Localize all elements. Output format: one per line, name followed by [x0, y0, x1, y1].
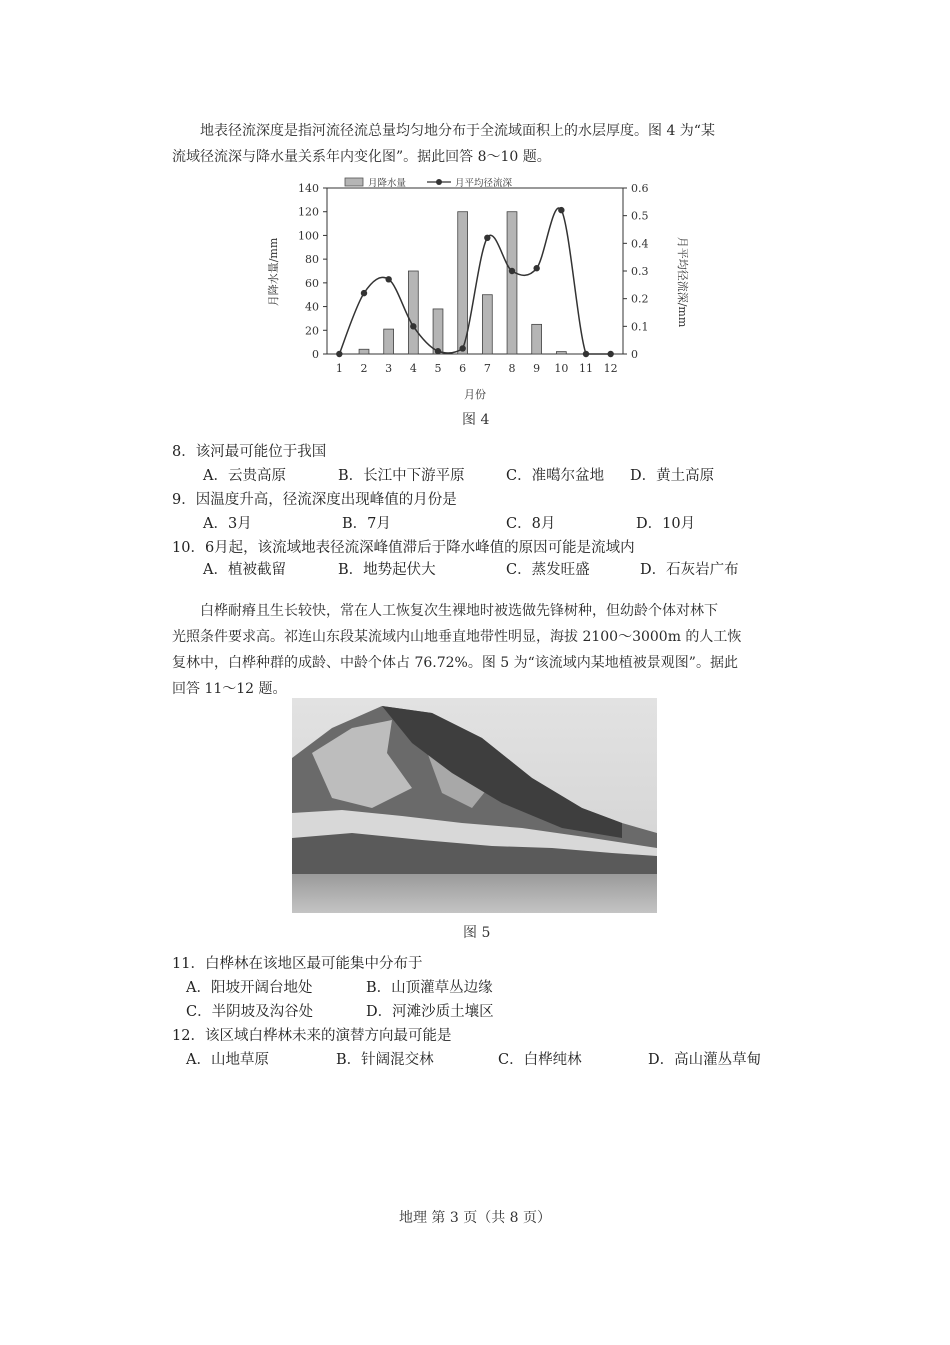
runoff-point	[336, 351, 342, 357]
figure-5-caption: 图 5	[463, 925, 491, 941]
runoff-point	[583, 351, 589, 357]
q11-option-d[interactable]: D．河滩沙质土壤区	[366, 1004, 494, 1020]
legend-label-bar: 月降水量	[368, 178, 407, 189]
question-8-stem: 8．该河最可能位于我国	[172, 444, 327, 460]
y-left-tick-label: 60	[305, 276, 319, 290]
figure-4-caption: 图 4	[462, 412, 490, 428]
y-left-tick-label: 140	[298, 182, 319, 195]
river	[292, 874, 657, 913]
question-9-stem: 9．因温度升高，径流深度出现峰值的月份是	[172, 492, 457, 508]
intro-1-line-2: 流域径流深与降水量关系年内变化图”。据此回答 8～10 题。	[172, 149, 551, 165]
q12-option-c[interactable]: C．白桦纯林	[498, 1052, 582, 1068]
q11-option-c[interactable]: C．半阴坡及沟谷处	[186, 1004, 314, 1020]
runoff-point	[385, 276, 391, 282]
q8-option-c[interactable]: C．准噶尔盆地	[506, 468, 605, 484]
chart-legend	[345, 177, 513, 189]
q8-option-a[interactable]: A．云贵高原	[203, 468, 286, 484]
runoff-point	[459, 345, 465, 351]
y-axis-right-title: 月平均径流深/mm	[676, 236, 689, 328]
x-tick-label: 2	[360, 362, 368, 375]
intro-2-line-2: 光照条件要求高。祁连山东段某流域内山地垂直地带性明显，海拔 2100～3000m 的人工恢	[172, 629, 742, 645]
y-right-tick-label: 0.4	[631, 237, 649, 251]
x-tick-label: 1	[335, 362, 343, 375]
runoff-point	[558, 207, 564, 213]
figure-5-landscape-photo	[292, 698, 657, 913]
x-tick-label: 10	[554, 362, 569, 375]
x-axis-title: 月份	[464, 388, 486, 401]
y-left-tick-label: 120	[298, 205, 319, 219]
q9-option-b[interactable]: B．7月	[342, 516, 391, 532]
chart-svg	[255, 172, 695, 412]
q12-option-d[interactable]: D．高山灌丛草甸	[648, 1052, 762, 1068]
y-left-tick-label: 80	[305, 253, 319, 267]
precipitation-bar	[408, 271, 418, 354]
q10-option-a[interactable]: A．植被截留	[203, 562, 286, 578]
q9-option-a[interactable]: A．3月	[203, 516, 252, 532]
q8-option-b[interactable]: B．长江中下游平原	[338, 468, 465, 484]
x-tick-label: 9	[533, 362, 541, 375]
y-left-tick-label: 100	[298, 229, 319, 243]
runoff-point	[509, 268, 515, 274]
plot-frame	[327, 188, 623, 354]
q11-option-b[interactable]: B．山顶灌草丛边缘	[366, 980, 493, 996]
x-tick-label: 3	[385, 362, 393, 375]
figure-4-chart	[255, 172, 695, 412]
runoff-point	[435, 348, 441, 354]
q10-option-d[interactable]: D．石灰岩广布	[640, 562, 739, 578]
q11-option-a[interactable]: A．阳坡开阔台地处	[186, 980, 313, 996]
landscape-illustration	[292, 698, 657, 913]
intro-paragraph-2	[172, 598, 784, 702]
precipitation-bar	[507, 212, 517, 354]
intro-2-line-1: 白桦耐瘠且生长较快，常在人工恢复次生裸地时被选做先锋树种，但幼龄个体对林下	[200, 603, 718, 619]
precipitation-bar	[458, 212, 468, 354]
q8-option-d[interactable]: D．黄土高原	[630, 468, 715, 484]
intro-paragraph-1	[172, 118, 784, 170]
precipitation-bar	[433, 309, 443, 354]
x-tick-label: 12	[603, 362, 618, 375]
q10-option-c[interactable]: C．蒸发旺盛	[506, 562, 590, 578]
legend-label-line: 月平均径流深	[455, 178, 513, 189]
runoff-point	[533, 265, 539, 271]
runoff-point	[607, 351, 613, 357]
runoff-point	[484, 235, 490, 241]
y-left-tick-label: 20	[305, 324, 319, 338]
question-10-stem: 10．6月起，该流域地表径流深峰值滞后于降水峰值的原因可能是流域内	[172, 540, 635, 556]
runoff-line	[339, 208, 610, 354]
intro-1-line-1: 地表径流深度是指河流径流总量均匀地分布于全流域面积上的水层厚度。图 4 为“某	[200, 123, 715, 139]
question-11-stem: 11．白桦林在该地区最可能集中分布于	[172, 956, 423, 972]
runoff-point	[410, 323, 416, 329]
intro-2-line-3: 复林中，白桦种群的成龄、中龄个体占 76.72%。图 5 为“该流域内某地植被景观图”。据此	[172, 655, 738, 671]
question-12-stem: 12．该区域白桦林未来的演替方向最可能是	[172, 1028, 452, 1044]
runoff-point	[361, 290, 367, 296]
x-tick-label: 6	[459, 362, 467, 375]
y-right-tick-label: 0.5	[631, 209, 649, 223]
legend-bar-swatch	[345, 178, 363, 186]
y-left-tick-label: 40	[305, 300, 319, 314]
y-right-tick-label: 0	[631, 348, 638, 361]
q12-option-b[interactable]: B．针阔混交林	[336, 1052, 434, 1068]
x-tick-label: 7	[483, 362, 491, 375]
y-left-tick-label: 0	[312, 348, 319, 361]
y-right-tick-label: 0.6	[631, 182, 649, 195]
x-tick-label: 4	[409, 362, 417, 375]
precipitation-bar	[532, 324, 542, 354]
page-footer: 地理 第 3 页（共 8 页）	[398, 1210, 552, 1226]
q10-option-b[interactable]: B．地势起伏大	[338, 562, 436, 578]
q9-option-c[interactable]: C．8月	[506, 516, 556, 532]
y-axis-left-title: 月降水量/mm	[267, 237, 280, 307]
precipitation-bar	[359, 349, 369, 354]
y-right-tick-label: 0.2	[631, 292, 649, 306]
legend-line-marker	[436, 179, 442, 185]
intro-2-line-4: 回答 11～12 题。	[172, 681, 287, 697]
precipitation-bar	[384, 329, 394, 354]
x-tick-label: 8	[508, 362, 516, 375]
y-right-tick-label: 0.3	[631, 265, 649, 278]
q9-option-d[interactable]: D．10月	[636, 516, 696, 532]
y-right-tick-label: 0.1	[631, 320, 649, 334]
precipitation-bar	[482, 295, 492, 354]
precipitation-bar	[556, 352, 566, 354]
x-tick-label: 5	[434, 362, 442, 375]
x-tick-label: 11	[579, 362, 593, 375]
q12-option-a[interactable]: A．山地草原	[186, 1052, 269, 1068]
